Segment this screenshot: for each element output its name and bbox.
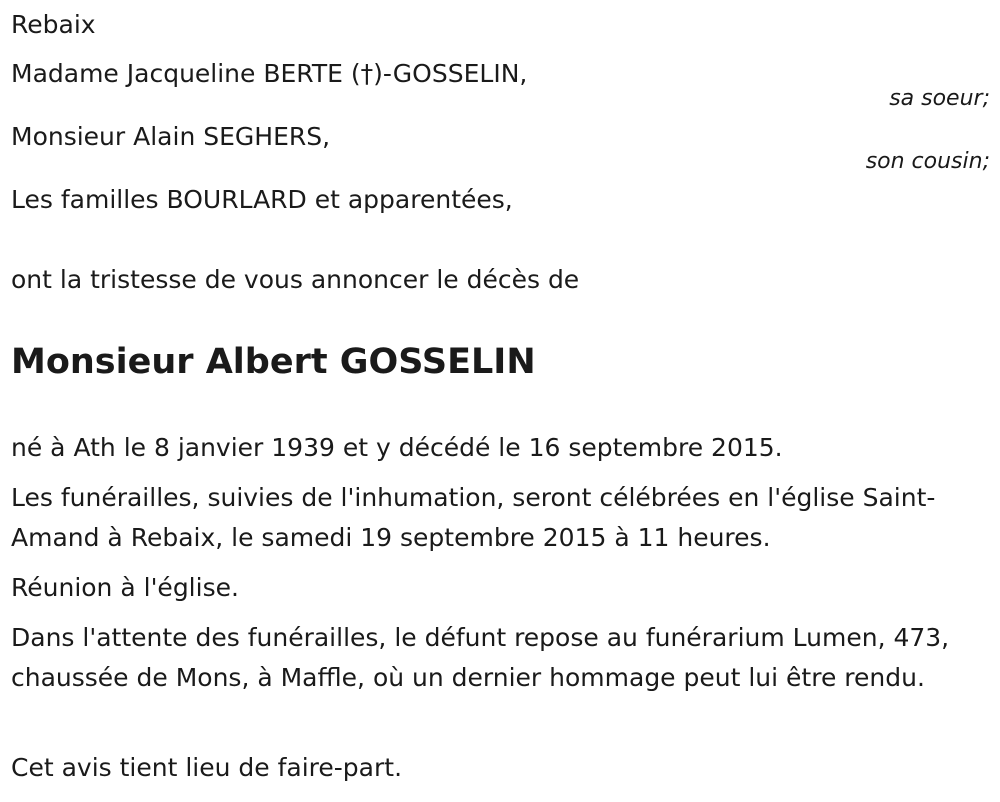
funeral-paragraph: Les funérailles, suivies de l'inhumation, seront célébrées en l'église Saint-Amand à Rebaix, le samedi 19 septembre 2015 à 11 heures. — [11, 483, 936, 552]
reunion-paragraph: Réunion à l'église. — [11, 573, 239, 602]
viewing-paragraph: Dans l'attente des funérailles, le défunt repose au funérarium Lumen, 473, chaussée de Mons, à Maffle, où un dernier hommage peut lui être rendu. — [11, 623, 950, 692]
family-member-name-2: Monsieur Alain SEGHERS, — [11, 122, 331, 151]
family-member-relation-2: son cousin; — [865, 149, 990, 174]
family-member-name-1: Madame Jacqueline BERTE (†)-GOSSELIN, — [11, 59, 528, 88]
deceased-name: Monsieur Albert GOSSELIN — [11, 342, 536, 382]
closing-paragraph: Cet avis tient lieu de faire-part. — [11, 753, 403, 782]
location-text: Rebaix — [11, 10, 96, 39]
announcement-text: ont la tristesse de vous annoncer le décès de — [11, 265, 580, 294]
family-member-name-3: Les familles BOURLARD et apparentées, — [11, 185, 513, 214]
birth-death-paragraph: né à Ath le 8 janvier 1939 et y décédé le 16 septembre 2015. — [11, 433, 783, 462]
family-member-relation-1: sa soeur; — [889, 86, 990, 111]
